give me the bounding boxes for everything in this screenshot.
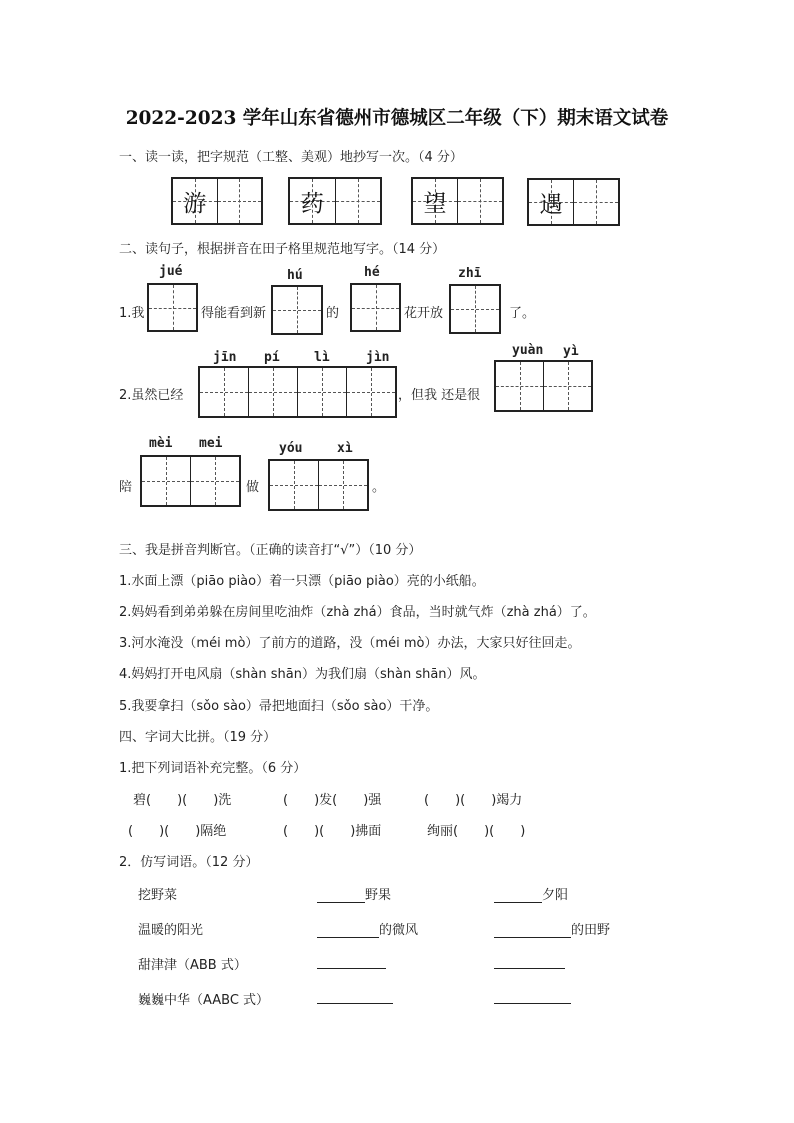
pinyin-label: hé (364, 265, 380, 280)
writing-grid-youxi[interactable] (268, 459, 369, 511)
idiom-fill[interactable]: ( )( )拂面 (283, 824, 382, 839)
question-2-heading: 2．仿写词语。（12 分） (119, 855, 259, 870)
model-char: 遇 (539, 191, 563, 218)
pinyin-label: mèi (149, 436, 173, 451)
pinyin-label: lì (314, 350, 330, 365)
copy-grid-1[interactable] (171, 177, 263, 225)
pinyin-label: jīn (213, 350, 237, 365)
sentence-text: 陪 (119, 480, 133, 495)
answer-slot[interactable] (494, 919, 610, 938)
sentence-text: 做 (246, 480, 260, 495)
answer-slot[interactable] (317, 919, 418, 938)
example-phrase: 巍巍中华（AABC 式） (138, 993, 270, 1008)
answer-slot[interactable] (494, 884, 568, 903)
answer-blank[interactable] (494, 888, 542, 903)
answer-blank[interactable] (494, 954, 565, 969)
idiom-fill[interactable]: 碧( )( )洗 (133, 793, 232, 808)
writing-grid-jue[interactable] (147, 283, 198, 332)
writing-grid-zhi[interactable] (449, 284, 501, 334)
example-phrase: 温暖的阳光 (138, 923, 204, 938)
answer-slot[interactable] (317, 884, 391, 903)
slot-suffix: 的微风 (379, 923, 419, 938)
slot-suffix: 夕阳 (542, 888, 569, 903)
pinyin-label: yì (563, 344, 579, 359)
writing-grid-meimei[interactable] (140, 455, 241, 507)
judge-item: 3.河水淹没（méi mò）了前方的道路，没（méi mò）办法，大家只好往回走。 (119, 636, 581, 651)
slot-suffix: 的田野 (571, 923, 611, 938)
pinyin-label: yóu (279, 441, 303, 456)
question-1-heading: 1.把下列词语补充完整。（6 分） (119, 761, 307, 776)
idiom-fill[interactable]: 绚丽( )( ) (427, 824, 526, 839)
idiom-fill[interactable]: ( )发( )强 (283, 793, 382, 808)
example-phrase: 甜津津（ABB 式） (138, 958, 247, 973)
writing-grid-yuanyi[interactable] (494, 360, 593, 412)
sentence-text: 花开放 (404, 306, 444, 321)
sentence-text: 。 (372, 480, 386, 495)
sentence-text: 得能看到新 (201, 306, 267, 321)
slot-suffix: 野果 (365, 888, 392, 903)
model-char: 药 (300, 190, 324, 217)
answer-blank[interactable] (317, 923, 379, 938)
answer-slot[interactable] (494, 989, 571, 1004)
page-title: 2022-2023 学年山东省德州市德城区二年级（下）期末语文试卷 (125, 108, 669, 129)
section-1-heading: 一、读一读，把字规范（工整、美观）地抄写一次。（4 分） (119, 150, 463, 165)
judge-item: 4.妈妈打开电风扇（shàn shān）为我们扇（shàn shān）风。 (119, 667, 486, 682)
copy-grid-2[interactable] (288, 177, 382, 225)
answer-slot[interactable] (317, 954, 386, 969)
section-4-heading: 四、字词大比拼。（19 分） (119, 730, 277, 745)
section-3-heading: 三、我是拼音判断官。（正确的读音打“√”）（10 分） (119, 543, 422, 558)
sentence-text: 的 (326, 306, 340, 321)
writing-grid-he[interactable] (350, 283, 401, 332)
copy-grid-4[interactable] (527, 178, 620, 226)
pinyin-label: yuàn (512, 343, 544, 358)
sentence-text: 1.我 (119, 306, 145, 321)
answer-blank[interactable] (317, 888, 365, 903)
copy-grid-3[interactable] (411, 177, 504, 225)
pinyin-label: jué (159, 264, 183, 279)
sentence-text: ，但我 还是很 (398, 388, 481, 403)
pinyin-label: xì (337, 441, 353, 456)
judge-item: 2.妈妈看到弟弟躲在房间里吃油炸（zhà zhá）食品，当时就气炸（zhà zhá）了。 (119, 605, 596, 620)
answer-blank[interactable] (317, 989, 393, 1004)
model-char: 游 (183, 190, 207, 217)
pinyin-label: hú (287, 268, 303, 283)
judge-item: 1.水面上漂（piāo piào）着一只漂（piāo piào）亮的小纸船。 (119, 574, 485, 589)
pinyin-label: pí (264, 350, 280, 365)
answer-slot[interactable] (317, 989, 393, 1004)
judge-item: 5.我要拿扫（sǒo sào）帚把地面扫（sǒo sào）干净。 (119, 699, 439, 714)
answer-blank[interactable] (494, 989, 571, 1004)
answer-blank[interactable] (317, 954, 386, 969)
example-phrase: 挖野菜 (138, 888, 178, 903)
idiom-fill[interactable]: ( )( )竭力 (424, 793, 523, 808)
model-char: 望 (423, 190, 447, 217)
pinyin-label: mei (199, 436, 223, 451)
section-2-heading: 二、读句子，根据拼音在田子格里规范地写字。（14 分） (119, 242, 446, 257)
writing-grid-hu[interactable] (271, 285, 323, 335)
answer-slot[interactable] (494, 954, 565, 969)
writing-grid-jinpilijin[interactable] (198, 366, 397, 418)
sentence-text: 2.虽然已经 (119, 388, 184, 403)
pinyin-label: jìn (366, 350, 390, 365)
sentence-text: 了。 (509, 306, 536, 321)
answer-blank[interactable] (494, 923, 571, 938)
pinyin-label: zhī (458, 266, 482, 281)
idiom-fill[interactable]: ( )( )隔绝 (128, 824, 227, 839)
